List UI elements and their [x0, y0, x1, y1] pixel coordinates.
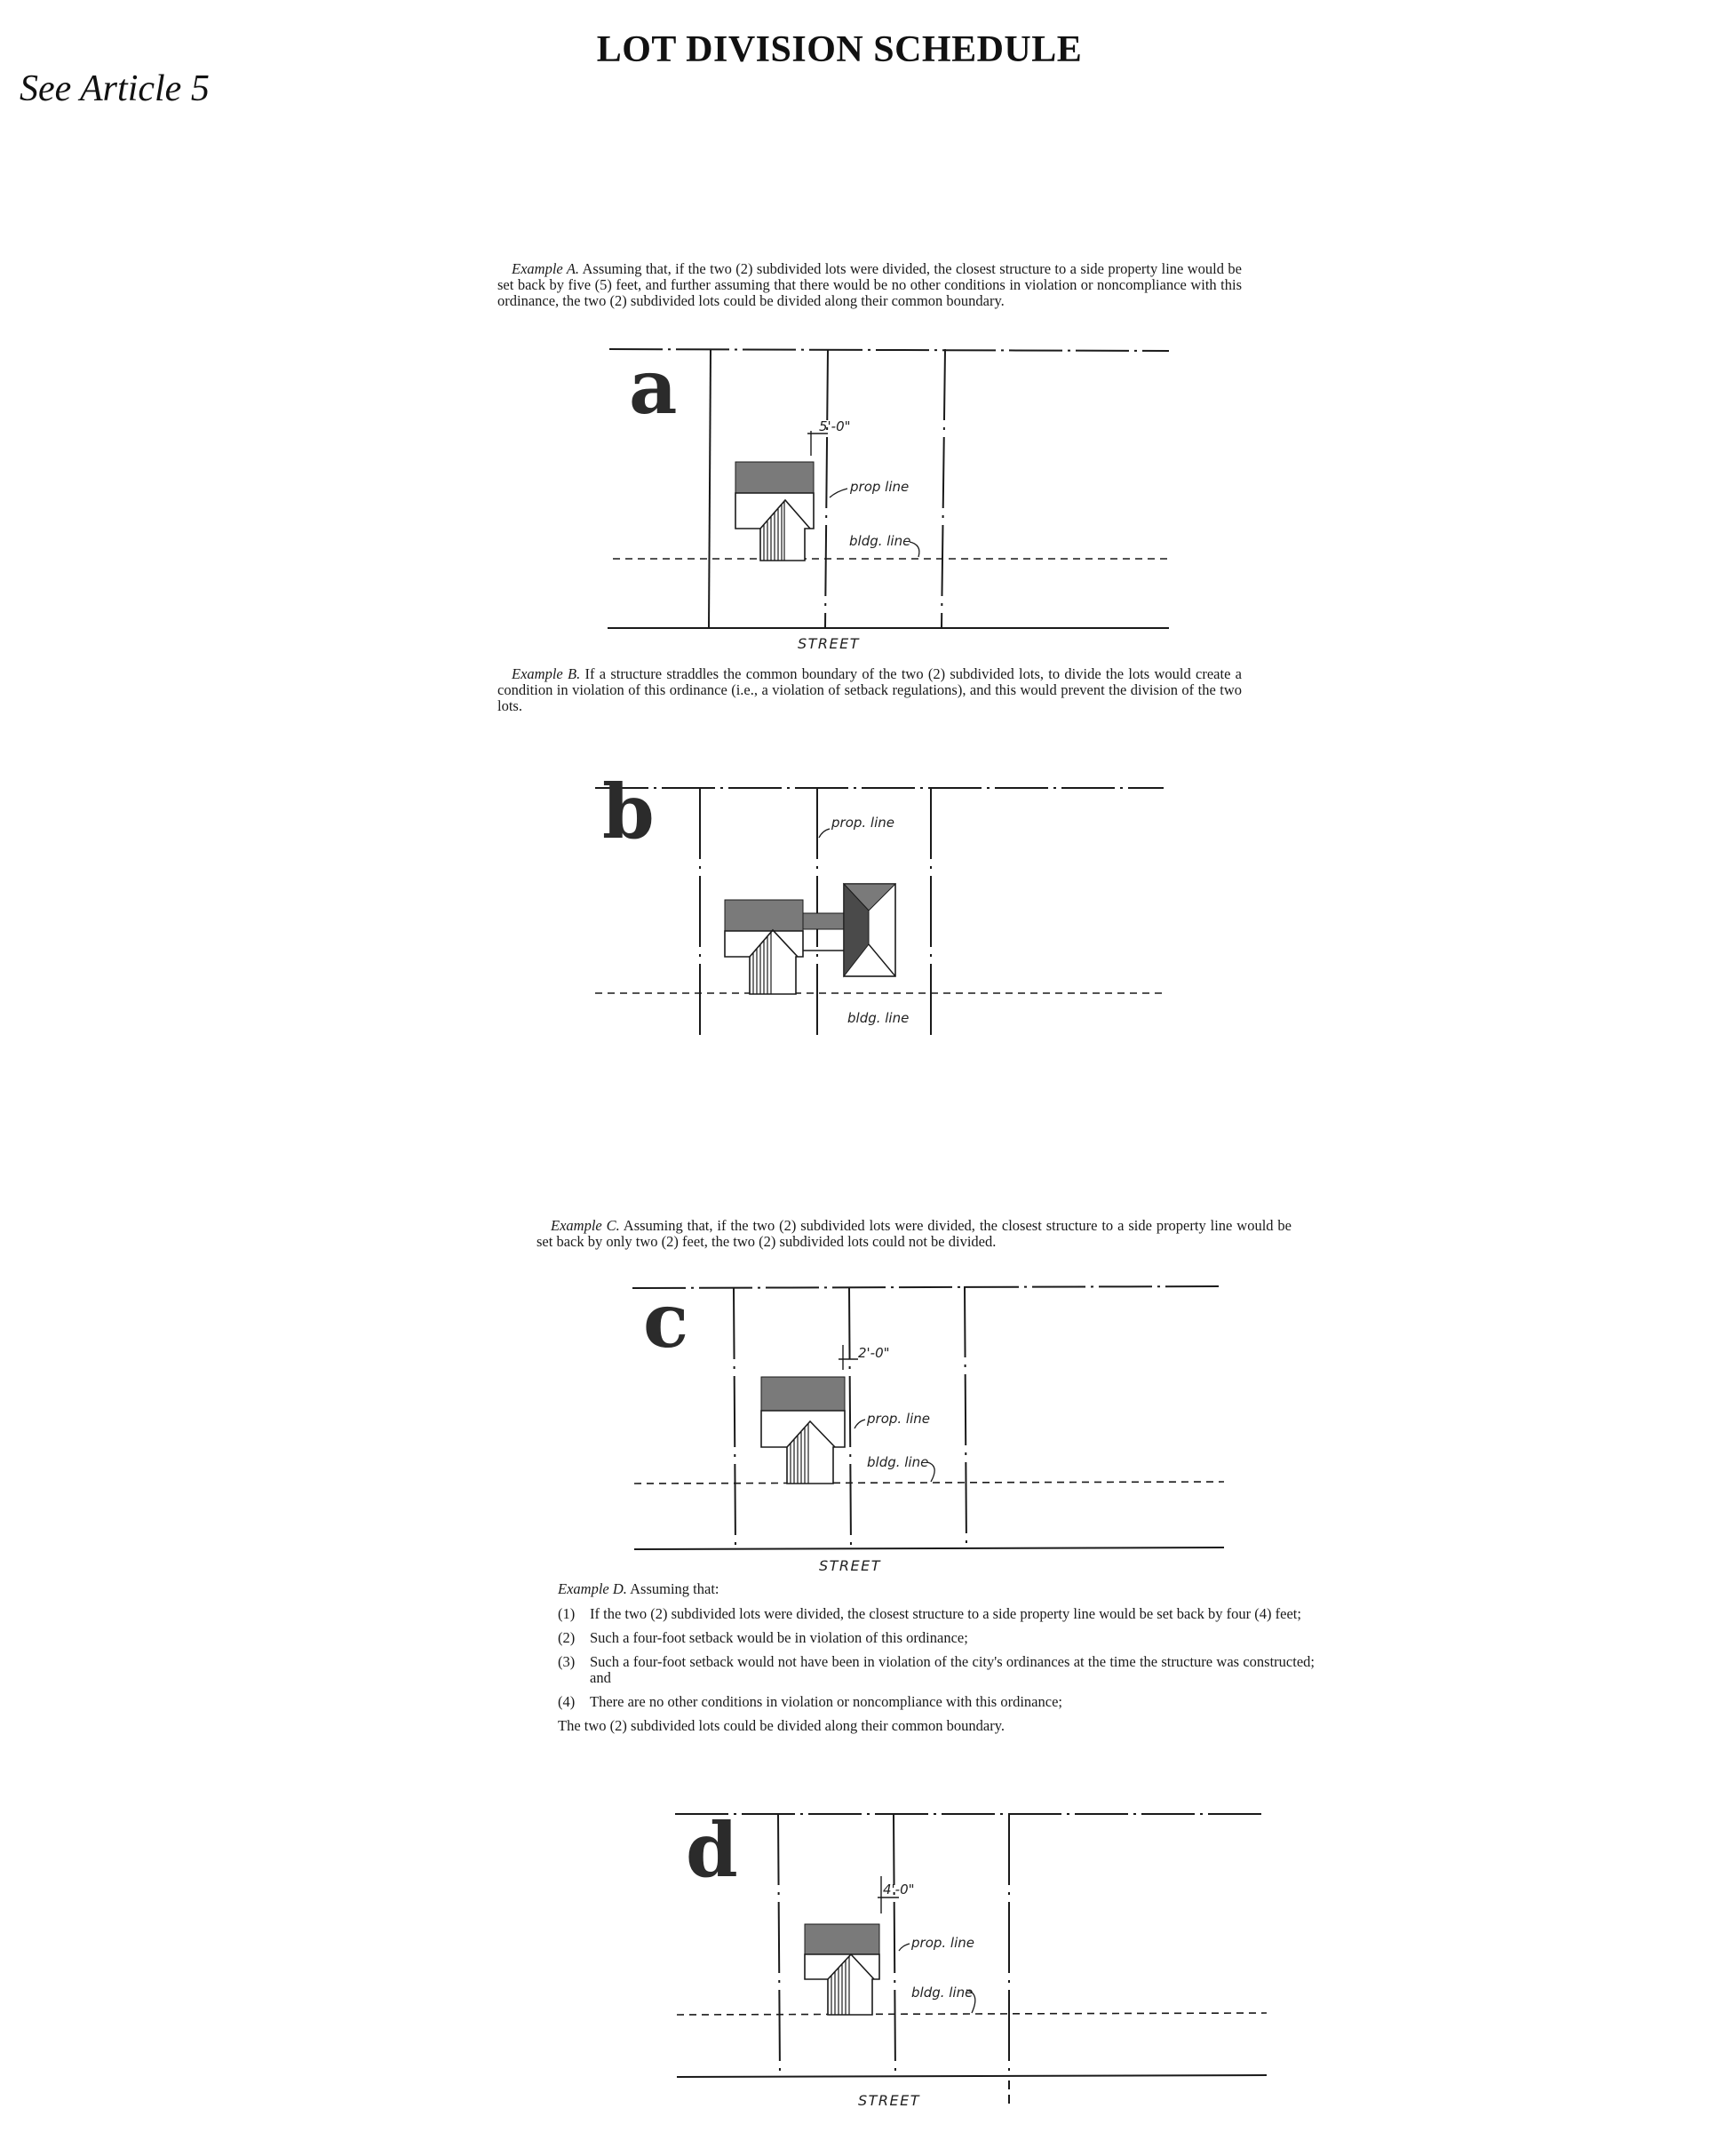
lot-line-common — [849, 1288, 851, 1547]
street-label-c: STREET — [819, 1557, 882, 1574]
example-d-text — [558, 1581, 1315, 1734]
example-d-conclusion: The two (2) subdivided lots could be divided along their common boundary. — [558, 1717, 1006, 1734]
prop-line-label-d: prop. line — [911, 1935, 974, 1951]
condition-number: (4) — [558, 1693, 576, 1710]
bldg-line-label-d: bldg. line — [911, 1985, 974, 2001]
lot-line-left — [778, 1814, 780, 2075]
diagram-a — [600, 342, 1178, 657]
prop-line-label-a: prop line — [850, 479, 910, 495]
condition-item — [558, 1654, 1315, 1686]
example-b-lead: Example B. — [512, 665, 581, 682]
house-a — [735, 462, 814, 561]
street-label-d: STREET — [858, 2092, 921, 2109]
condition-item — [558, 1694, 1315, 1710]
building-line — [634, 1482, 1224, 1484]
setback-dimension-a — [807, 431, 828, 456]
example-d-body: Assuming that: — [626, 1580, 719, 1597]
article-reference: See Article 5 — [20, 68, 210, 109]
dimension-label-c: 2'-0" — [858, 1345, 890, 1361]
example-letter-b: b — [602, 768, 655, 855]
condition-number: (1) — [558, 1605, 576, 1622]
condition-number: (2) — [558, 1629, 576, 1646]
diagram-c — [625, 1276, 1229, 1573]
setback-dimension-c — [839, 1345, 858, 1370]
condition-text: There are no other conditions in violation or noncompliance with this ordinance; — [590, 1693, 1062, 1710]
lot-line-right — [942, 349, 945, 628]
street-label-a: STREET — [798, 635, 861, 652]
example-c-text — [537, 1218, 1292, 1250]
example-c-lead: Example C. — [551, 1217, 620, 1234]
bldg-line-label-c: bldg. line — [867, 1454, 929, 1470]
example-b-body: If a structure straddles the common boundary of the two (2) subdivided lots, to divide the lots would create a condition in violation of this ordinance (i.e., a violation of setback regulations), and this would prevent the division of the two lots. — [497, 665, 1242, 714]
lot-line-common — [894, 1814, 895, 2075]
rear-lot-line — [609, 349, 1169, 351]
bldg-line-label-a: bldg. line — [849, 533, 911, 549]
condition-item — [558, 1630, 1315, 1646]
street-line — [677, 2075, 1267, 2077]
example-letter-d: d — [686, 1806, 738, 1894]
example-c-body: Assuming that, if the two (2) subdivided lots were divided, the closest structure to a side property line would be set back by only two (2) feet, the two (2) subdivided lots could not be divided. — [537, 1217, 1292, 1250]
lot-line-right — [965, 1286, 966, 1547]
example-a-body: Assuming that, if the two (2) subdivided lots were divided, the closest structure to a side property line would be set back by five (5) feet, and further assuming that there would be no other conditions in violation or noncompliance with this ordinance, the two (2) subdivided lots could be divided along their common boundary. — [497, 260, 1242, 309]
condition-number: (3) — [558, 1653, 576, 1670]
lot-line-left — [734, 1288, 735, 1547]
building-line — [677, 2013, 1267, 2015]
condition-item — [558, 1606, 1315, 1622]
example-b-text — [497, 666, 1242, 714]
example-a-text — [497, 261, 1242, 309]
house-b — [725, 884, 895, 994]
prop-line-arrow-icon — [830, 489, 847, 497]
condition-text: Such a four-foot setback would not have been in violation of the city's ordinances at the time the structure was constructed; and — [590, 1653, 1315, 1686]
street-line — [634, 1547, 1224, 1549]
dimension-label-d: 4'-0" — [883, 1882, 915, 1897]
condition-text: If the two (2) subdivided lots were divided, the closest structure to a side property line would be set back by four (4) feet; — [590, 1605, 1301, 1622]
prop-line-arrow-icon — [819, 829, 830, 838]
example-letter-c: c — [643, 1277, 689, 1364]
example-letter-a: a — [629, 343, 678, 431]
example-d-lead: Example D. — [558, 1580, 627, 1597]
rear-lot-line — [632, 1286, 1222, 1288]
dimension-label-a: 5'-0" — [819, 418, 851, 434]
house-c — [761, 1377, 845, 1484]
bldg-line-arrow-icon — [910, 542, 919, 557]
prop-line-arrow-icon — [854, 1420, 865, 1428]
diagram-d — [670, 1802, 1274, 2117]
lot-line-common — [825, 349, 828, 628]
condition-text: Such a four-foot setback would be in violation of this ordinance; — [590, 1629, 968, 1646]
example-a-lead: Example A. — [512, 260, 580, 277]
lot-line-left — [709, 349, 711, 628]
page-title: LOT DIVISION SCHEDULE — [596, 29, 1083, 70]
bldg-line-label-b: bldg. line — [847, 1010, 910, 1026]
diagram-b — [590, 768, 1167, 1039]
prop-line-label-c: prop. line — [867, 1411, 930, 1427]
prop-line-label-b: prop. line — [831, 815, 894, 831]
prop-line-arrow-icon — [899, 1944, 910, 1951]
house-d — [805, 1924, 879, 2015]
